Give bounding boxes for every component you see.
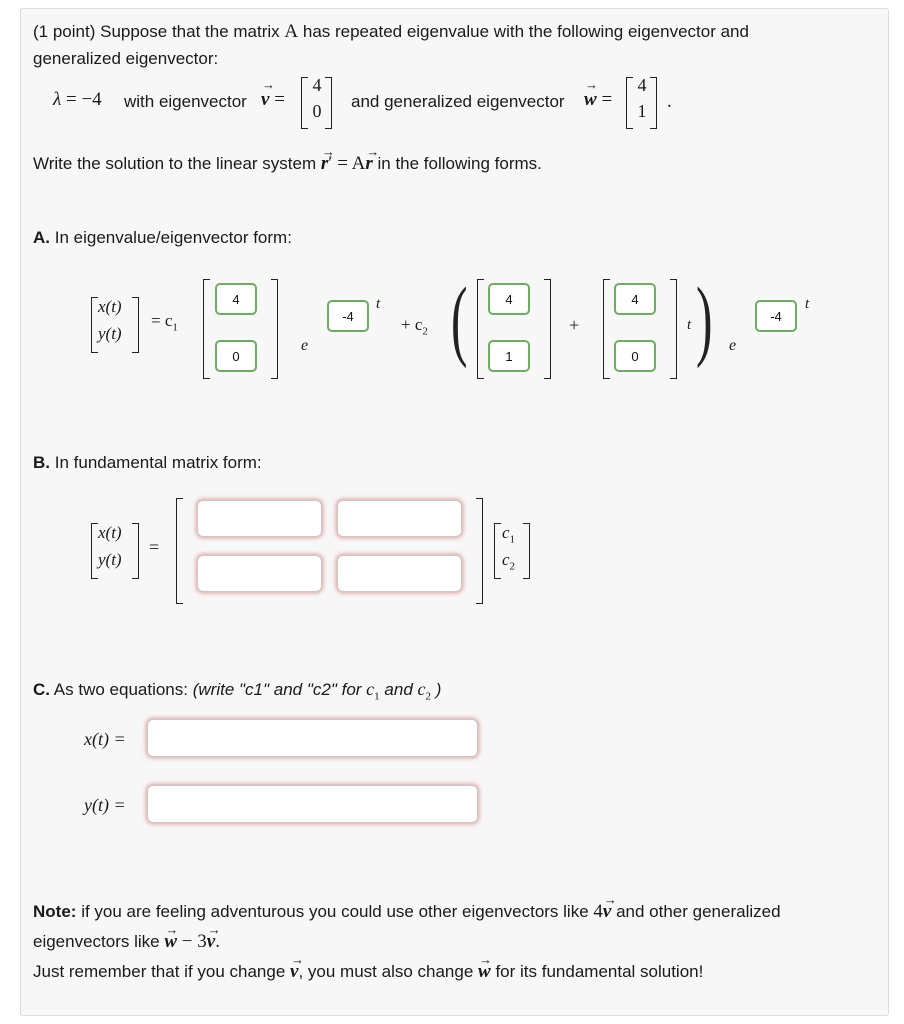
bracket-right	[132, 523, 139, 579]
eigenvector-top: 4	[312, 75, 322, 95]
v-symbol: → v	[603, 901, 611, 923]
equals-sign: =	[65, 89, 77, 110]
answer-v1-bottom[interactable]	[215, 340, 257, 372]
note-text-3a: Just remember that if you change	[33, 962, 286, 981]
gen-eigenvector-bottom: 1	[637, 101, 647, 121]
equals-sign: =	[274, 89, 285, 110]
write-solution-line	[33, 153, 542, 175]
t-variable: t	[687, 317, 692, 333]
bracket-left	[301, 77, 308, 129]
matrix-symbol: A	[284, 21, 299, 42]
answer-exponent-1[interactable]	[327, 300, 369, 332]
x-of-t: x(t)	[98, 523, 122, 542]
bracket-right	[670, 279, 677, 379]
y-equation-input[interactable]	[147, 785, 478, 823]
part-a-letter: A.	[33, 228, 50, 247]
part-b-letter: B.	[33, 453, 50, 472]
note-text-1b: and other generalized	[616, 902, 781, 921]
w-symbol: → w	[478, 961, 491, 983]
subscript-2: 2	[425, 690, 432, 703]
answer-w-top[interactable]	[488, 283, 530, 315]
bracket-right	[544, 279, 551, 379]
period: .	[215, 931, 220, 952]
answer-v1-top[interactable]	[215, 283, 257, 315]
intro-text-b: has repeated eigenvalue with the following eigenvector and	[302, 22, 749, 41]
plus-sign: +	[569, 315, 580, 335]
fund-matrix-r2c2[interactable]	[337, 555, 462, 592]
lambda-symbol: λ	[53, 89, 62, 110]
bracket-left	[91, 523, 98, 579]
points-label: (1 point)	[33, 22, 96, 41]
c-letter: c	[417, 679, 426, 699]
prime-mark: ′	[328, 153, 333, 174]
intro-text-a: Suppose that the matrix	[100, 22, 280, 41]
c-letter: c	[502, 523, 510, 542]
note-text-3c: for its fundamental solution!	[495, 962, 704, 981]
c1-symbol	[502, 523, 515, 545]
close-paren: )	[696, 270, 713, 369]
bracket-left	[203, 279, 210, 379]
hint-close: )	[435, 680, 442, 699]
bracket-right	[650, 77, 657, 129]
answer-v2-top[interactable]	[614, 283, 656, 315]
equals-sign: =	[149, 537, 160, 557]
open-paren: (	[451, 270, 468, 369]
w-label	[584, 89, 612, 111]
part-b-label: In fundamental matrix form:	[54, 453, 262, 472]
part-c-heading	[33, 678, 441, 708]
w-symbol: → w	[584, 89, 597, 111]
eigenvector-bottom: 0	[312, 101, 322, 121]
r-symbol: → r	[365, 153, 372, 175]
note-line-3	[33, 961, 703, 983]
plus-c2	[401, 315, 428, 337]
eigenvalue-statement	[53, 89, 102, 111]
problem-card	[20, 8, 889, 1016]
answer-exponent-2[interactable]	[755, 300, 797, 332]
bracket-right	[476, 498, 483, 604]
c2-symbol	[502, 550, 515, 572]
equals-sign: =	[601, 89, 613, 110]
with-eigenvector-text: with eigenvector	[124, 92, 247, 111]
matrix-A: A	[351, 153, 366, 174]
x-equation-input[interactable]	[147, 719, 478, 757]
part-c-hint: (write "c1" and "c2" for	[192, 680, 362, 699]
v-symbol: → v	[207, 931, 215, 953]
part-c-letter: C.	[33, 680, 50, 699]
note-label: Note:	[33, 902, 77, 921]
note-text-2: eigenvectors like	[33, 932, 160, 951]
write-text-b: in the following forms.	[377, 154, 542, 173]
subscript-2: 2	[509, 560, 516, 573]
subscript-2: 2	[422, 325, 428, 338]
gen-eigenvector-top: 4	[637, 75, 647, 95]
c-letter: c	[502, 550, 510, 569]
intro-line-2: generalized eigenvector:	[33, 49, 219, 68]
x-of-t: x(t)	[98, 297, 122, 316]
answer-w-bottom[interactable]	[488, 340, 530, 372]
v-label	[261, 89, 285, 111]
bracket-right	[325, 77, 332, 129]
v-symbol: → v	[261, 89, 269, 111]
write-text-a: Write the solution to the linear system	[33, 154, 317, 173]
w-symbol: → w	[164, 931, 177, 953]
eq-c: = c	[151, 311, 173, 330]
part-b-heading	[33, 452, 262, 474]
e-base: e	[301, 337, 309, 354]
note-four: 4	[593, 901, 603, 922]
note-text-1: if you are feeling adventurous you could use other eigenvectors like	[81, 902, 589, 921]
answer-v2-bottom[interactable]	[614, 340, 656, 372]
note-line-1	[33, 901, 781, 923]
note-line-2	[33, 931, 220, 953]
period: .	[667, 91, 672, 112]
fund-matrix-r1c2[interactable]	[337, 500, 462, 537]
equals-sign: =	[337, 153, 348, 174]
eq-c1	[151, 311, 178, 333]
plus-c: + c	[401, 315, 423, 334]
minus-three: − 3	[181, 931, 207, 952]
bracket-right	[523, 523, 530, 579]
c-letter: c	[366, 679, 375, 699]
y-of-t: y(t)	[98, 324, 122, 343]
subscript-1: 1	[374, 690, 380, 703]
t-variable: t	[376, 296, 381, 312]
v-symbol: → v	[290, 961, 298, 983]
bracket-left	[91, 297, 98, 353]
fund-matrix-r1c1[interactable]	[197, 500, 322, 537]
bracket-right	[132, 297, 139, 353]
subscript-1: 1	[509, 533, 516, 546]
t-variable: t	[805, 296, 810, 312]
bracket-right	[271, 279, 278, 379]
e-base: e	[729, 337, 737, 354]
hint-and: and	[384, 680, 413, 699]
intro-line-1	[33, 21, 749, 43]
part-a-heading	[33, 227, 292, 249]
bracket-left	[626, 77, 633, 129]
bracket-left	[477, 279, 484, 379]
part-a-label: In eigenvalue/eigenvector form:	[54, 228, 292, 247]
y-equation-label: y(t) =	[84, 795, 126, 815]
x-equation-label: x(t) =	[84, 729, 126, 749]
subscript-1: 1	[172, 321, 178, 334]
eigenvalue-value: −4	[81, 89, 102, 110]
note-text-3b: , you must also change	[298, 962, 474, 981]
fund-matrix-r2c1[interactable]	[197, 555, 322, 592]
bracket-left	[494, 523, 501, 579]
part-c-label: As two equations:	[53, 680, 188, 699]
y-of-t: y(t)	[98, 550, 122, 569]
and-generalized-text: and generalized eigenvector	[351, 92, 565, 111]
bracket-left	[176, 498, 183, 604]
c2-symbol	[417, 679, 432, 703]
r-symbol: → r	[321, 153, 328, 175]
c1-symbol	[366, 679, 380, 703]
bracket-left	[603, 279, 610, 379]
